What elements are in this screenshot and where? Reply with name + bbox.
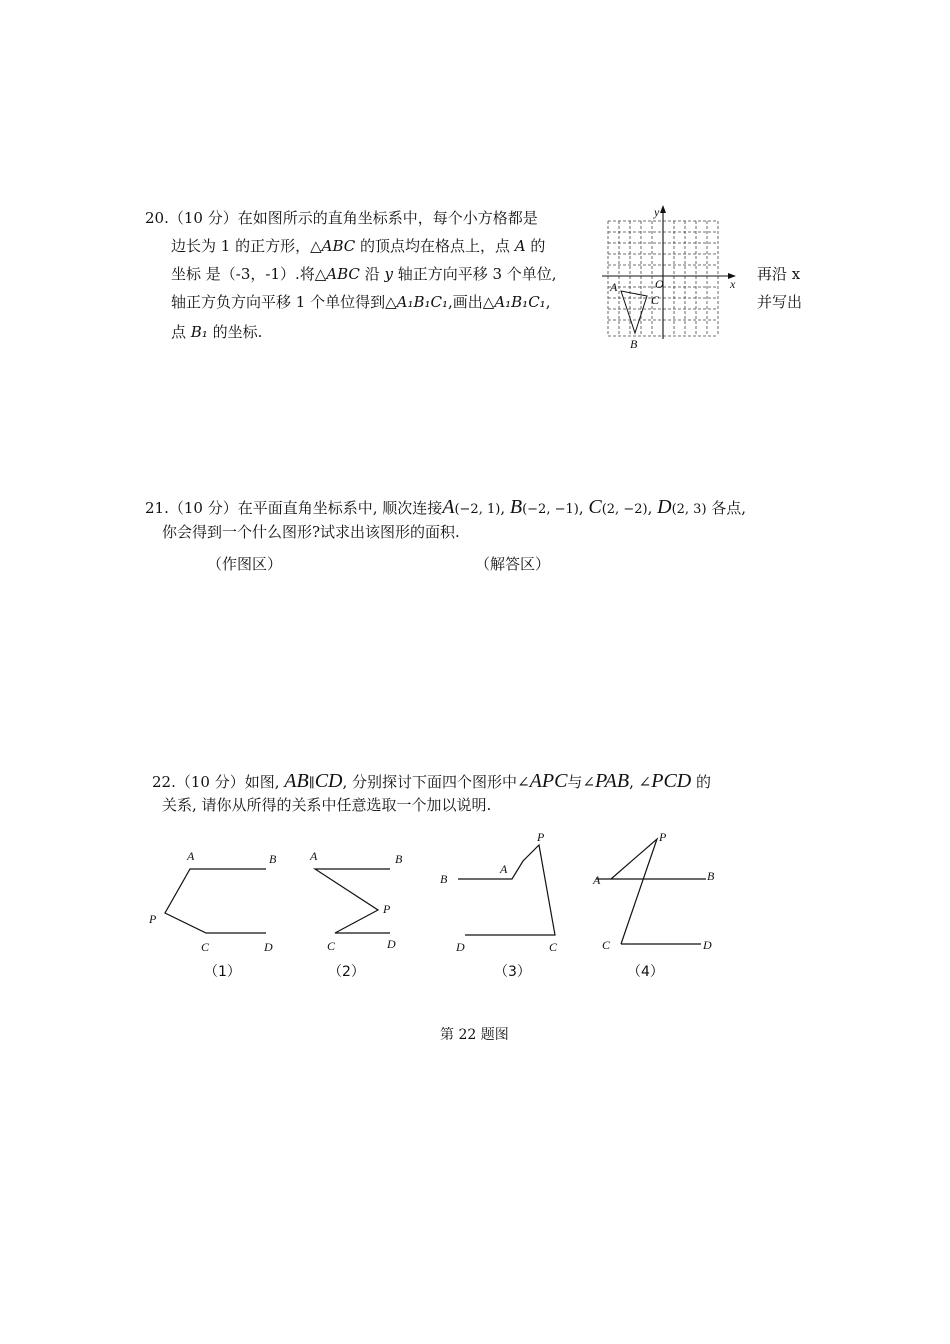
- segment-ab: AB: [284, 770, 309, 792]
- fig1-caption: （1）: [204, 964, 241, 980]
- point-b1-label: B₁: [190, 323, 208, 341]
- q21-text: 21.（10 分）在平面直角坐标系中, 顺次连接: [145, 499, 443, 517]
- q20-text: ,画出△: [448, 293, 495, 311]
- fig1-label-b: B: [269, 852, 277, 866]
- fig2-label-p: P: [383, 902, 391, 916]
- q22-text: 的: [696, 773, 712, 791]
- q20-text: 坐标 是（-3，-1）.将△: [171, 265, 327, 283]
- q20-coordinate-grid: [600, 205, 745, 353]
- segment-cd: CD: [314, 770, 343, 792]
- q20-line-1: 20.（10 分）在如图所示的直角坐标系中，每个小方格都是: [145, 209, 538, 227]
- x-label: x: [730, 277, 736, 291]
- fig3-label-b: B: [440, 872, 448, 886]
- point-c-name: C: [588, 496, 602, 518]
- fig3-label-c: C: [549, 940, 558, 954]
- point-c-coord: (2, −2): [601, 502, 648, 517]
- fig4-label-a: A: [593, 873, 601, 887]
- fig1-label-d: D: [264, 940, 273, 954]
- fig2-label-c: C: [327, 939, 336, 953]
- y-label: y: [654, 205, 660, 219]
- parallel-symbol: ∥: [308, 776, 315, 791]
- fig3-label-d: D: [456, 940, 465, 954]
- q20-text: 的: [525, 237, 546, 255]
- q20-line-5: [171, 319, 262, 345]
- q20-line-3: [171, 261, 557, 287]
- angle-apc: APC: [529, 770, 568, 792]
- fig1-label-c: C: [201, 940, 210, 954]
- q22-text: , 分别探讨下面四个图形中: [342, 773, 518, 791]
- fig2-caption: （2）: [328, 964, 365, 980]
- figure-caption: 第 22 题图: [440, 1027, 509, 1043]
- triangle-abc-label: ABC: [326, 265, 360, 283]
- q20-text: 点: [171, 323, 191, 341]
- fig4-label-d: D: [703, 938, 712, 952]
- drawing-zone-label: （作图区）: [207, 555, 283, 573]
- q22-figures: [140, 828, 740, 988]
- vertex-a-label: A: [610, 280, 618, 294]
- q20-text: 边长为 1 的正方形，△: [171, 237, 322, 255]
- point-d-coord: (2, 3): [671, 502, 707, 517]
- q20-text: 的顶点均在格点上，点: [355, 237, 515, 255]
- q20-text: 轴正方向平移 3 个单位,: [392, 265, 557, 283]
- q20-line-4-tail: 并写出: [757, 293, 803, 311]
- point-a-coord: (−2, 1): [454, 502, 501, 517]
- fig4-label-p: P: [659, 830, 667, 844]
- angle-pcd: PCD: [651, 770, 692, 792]
- angle-symbol: ∠: [638, 773, 652, 791]
- q21-line-1: 21.（10 分）在平面直角坐标系中, 顺次连接A(−2, 1), B(−2, −1), C(2, −2), D(2, 3) 各点,: [145, 496, 747, 518]
- fig4-label-c: C: [602, 938, 611, 952]
- fig4-lines: [611, 839, 657, 944]
- q21-text: 各点,: [711, 499, 747, 517]
- q22-line-2: 关系, 请你从所得的关系中任意选取一个加以说明.: [162, 796, 492, 814]
- fig1-lines: [165, 869, 266, 933]
- y-axis-arrow: [660, 205, 666, 213]
- q22-text: 与: [567, 773, 583, 791]
- fig2-label-b: B: [395, 852, 403, 866]
- fig2-label-d: D: [387, 937, 396, 951]
- q20-line-4: [171, 289, 550, 315]
- fig3-caption: （3）: [494, 964, 531, 980]
- point-a-label: A: [514, 237, 526, 255]
- triangle-a1b1c1-label: A₁B₁C₁: [396, 293, 448, 311]
- q21-line-2: 你会得到一个什么图形?试求出该图形的面积.: [162, 523, 460, 541]
- point-b-coord: (−2, −1): [522, 502, 579, 517]
- answer-zone-label: （解答区）: [475, 555, 551, 573]
- angle-symbol: ∠: [517, 773, 530, 791]
- angle-symbol: ∠: [582, 773, 596, 791]
- triangle-abc: [621, 291, 647, 333]
- triangle-abc-label: ABC: [321, 237, 356, 255]
- triangle-a1b1c1-label: A₁B₁C₁: [494, 293, 546, 311]
- fig4-label-b: B: [707, 869, 715, 883]
- fig2-label-a: A: [310, 849, 318, 863]
- fig4-caption: （4）: [627, 964, 664, 980]
- fig1-label-p: P: [149, 912, 157, 926]
- q20-line-3-tail: 再沿 x: [757, 265, 801, 283]
- q20-line-2: [171, 233, 545, 259]
- y-axis-label: y: [384, 265, 393, 283]
- q22-text: ,: [629, 773, 634, 791]
- fig3-label-a: A: [500, 862, 508, 876]
- vertex-b-label: B: [630, 337, 638, 351]
- point-a-name: A: [442, 496, 455, 518]
- fig3-lines: [458, 845, 555, 935]
- fig1-label-a: A: [187, 849, 195, 863]
- q22-text: 22.（10 分）如图,: [152, 773, 280, 791]
- fig3-label-p: P: [537, 830, 545, 844]
- origin-label: O: [655, 277, 664, 291]
- q20-text: 沿: [359, 265, 385, 283]
- point-b-name: B: [509, 496, 523, 518]
- vertex-c-label: C: [651, 293, 660, 307]
- point-d-name: D: [657, 496, 672, 518]
- q20-text: 轴正方负方向平移 1 个单位得到△: [171, 293, 397, 311]
- q20-text: 的坐标.: [207, 323, 263, 341]
- q20-text: ,: [545, 293, 551, 311]
- angle-pab: PAB: [595, 770, 630, 792]
- fig2-lines: [315, 869, 390, 933]
